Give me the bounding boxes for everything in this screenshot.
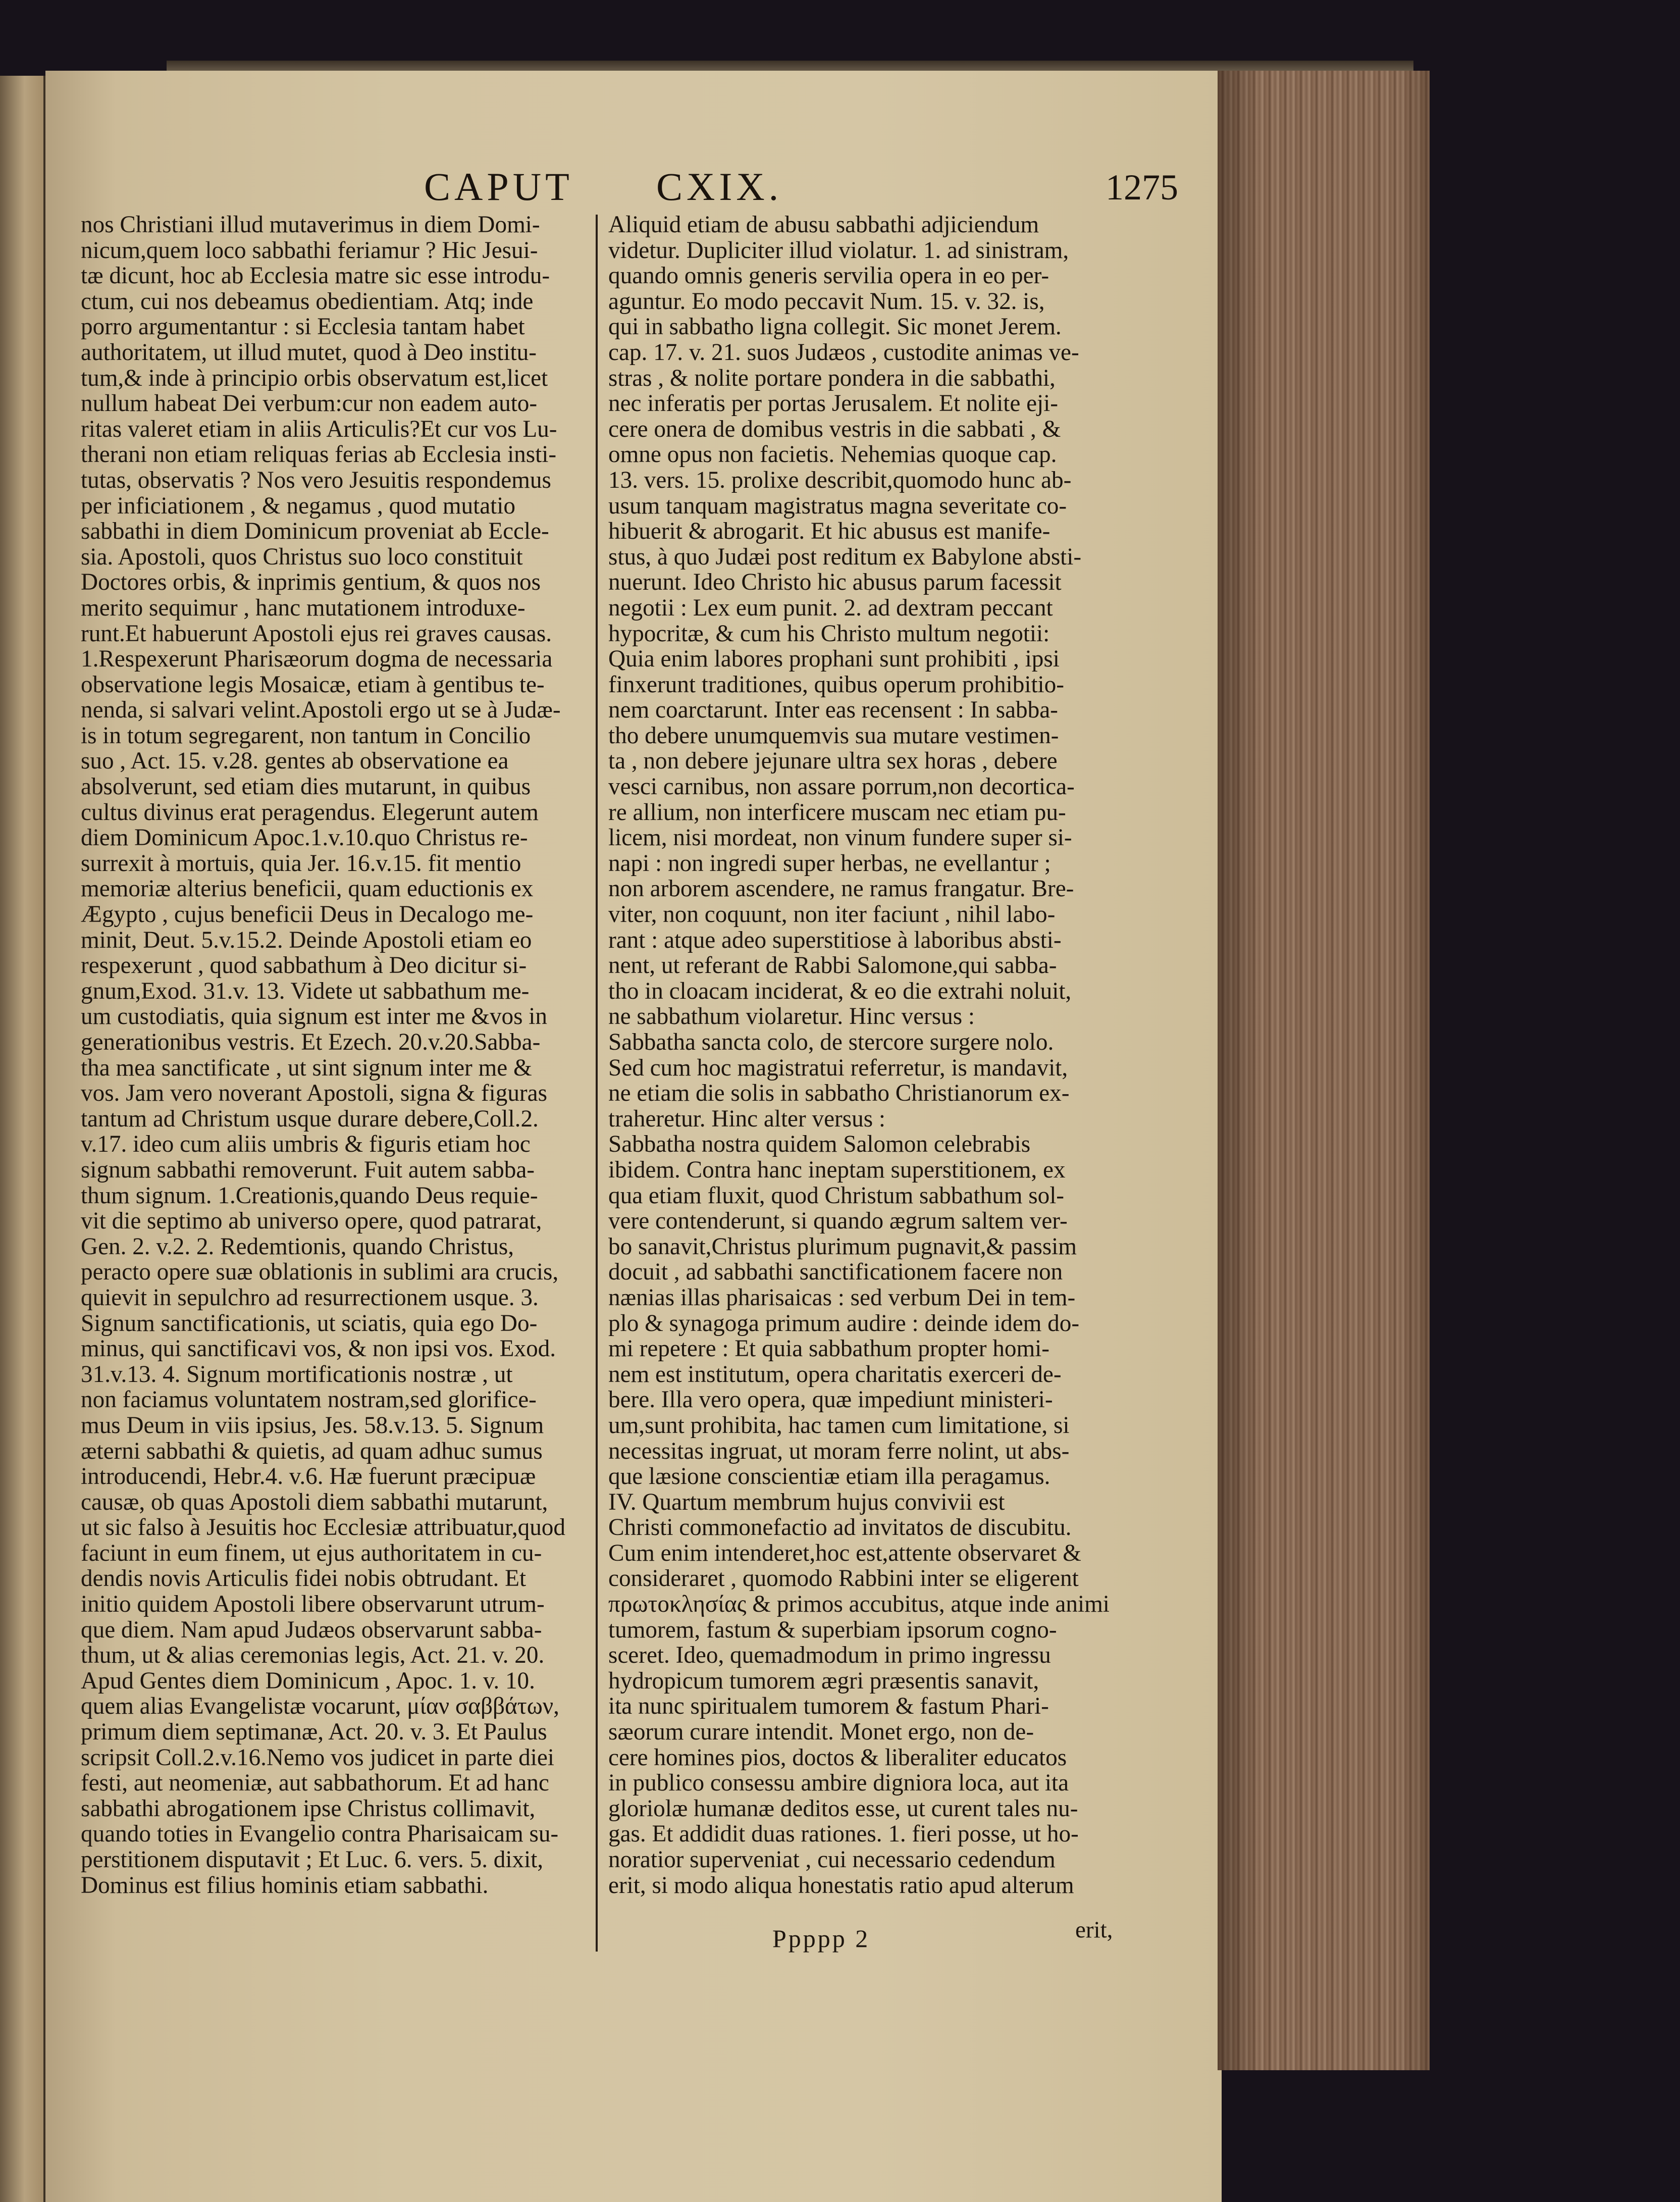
text-line: thum signum. 1.Creationis,quando Deus requie- <box>81 1182 538 1209</box>
text-line: tutas, observatis ? Nos vero Jesuitis respondemus <box>81 467 551 493</box>
text-line: nullum habeat Dei verbum:cur non eadem auto- <box>81 390 538 417</box>
header-chapter: CXIX. <box>656 165 783 209</box>
text-line: diem Dominicum Apoc.1.v.10.quo Christus re- <box>81 825 528 851</box>
text-line: aguntur. Eo modo peccavit Num. 15. v. 32. is, <box>608 288 1045 315</box>
text-line: finxerunt traditiones, quibus operum prohibitio- <box>608 671 1064 698</box>
text-line: respexerunt , quod sabbathum à Deo dicitur si- <box>81 952 527 979</box>
facing-page-edge <box>0 76 44 2202</box>
text-line: sceret. Ideo, quemadmodum in primo ingressu <box>608 1642 1051 1669</box>
text-line: um,sunt prohibita, hac tamen cum limitatione, si <box>608 1412 1070 1439</box>
text-line: plo & synagoga primum audire : deinde idem do- <box>608 1310 1080 1337</box>
text-line: 31.v.13. 4. Signum mortificationis nostræ , ut <box>81 1361 513 1388</box>
text-line: tho debere unumquemvis sua mutare vestimen- <box>608 722 1059 749</box>
text-line: mus Deum in viis ipsius, Jes. 58.v.13. 5. Signum <box>81 1412 544 1439</box>
text-line: cere homines pios, doctos & liberaliter educatos <box>608 1744 1067 1771</box>
fore-edge-shade <box>1218 71 1430 2070</box>
text-line: authoritatem, ut illud mutet, quod à Deo institu- <box>81 339 537 366</box>
text-line: gnum,Exod. 31.v. 13. Videte ut sabbathum me- <box>81 978 530 1004</box>
text-line: ita nunc spiritualem tumorem & fastum Phari- <box>608 1693 1049 1720</box>
text-line: porro argumentantur : si Ecclesia tantam habet <box>81 314 525 340</box>
text-line: æterni sabbathi & quietis, ad quam adhuc sumus <box>81 1438 543 1464</box>
text-line: tantum ad Christum usque durare debere,Coll.2. <box>81 1105 539 1132</box>
text-line: ut sic falso à Jesuitis hoc Ecclesiæ attribuatur,quod <box>81 1514 565 1541</box>
text-line: erit, si modo aliqua honestatis ratio apud alterum <box>608 1872 1074 1899</box>
text-line: observatione legis Mosaicæ, etiam à gentibus te- <box>81 671 545 698</box>
text-line: causæ, ob quas Apostoli diem sabbathi mutarunt, <box>81 1489 548 1515</box>
text-line: ibidem. Contra hanc ineptam superstitionem, ex <box>608 1156 1066 1183</box>
text-line: ritas valeret etiam in aliis Articulis?Et cur vos Lu- <box>81 416 557 442</box>
text-line: Cum enim intenderet,hoc est,attente observaret & <box>608 1540 1081 1566</box>
text-line: stus, à quo Judæi post reditum ex Babylone absti- <box>608 543 1082 570</box>
right-text-column <box>608 212 1117 1898</box>
text-line: rant : atque adeo superstitiose à laboribus absti- <box>608 927 1062 953</box>
text-line: perstitionem disputavit ; Et Luc. 6. vers. 5. dixit, <box>81 1847 544 1873</box>
text-line: noratior superveniat , cui necessario cedendum <box>608 1847 1056 1873</box>
text-line: Sed cum hoc magistratui referretur, is mandavit, <box>608 1054 1068 1081</box>
text-line: quievit in sepulchro ad resurrectionem usque. 3. <box>81 1284 539 1311</box>
text-line: hydropicum tumorem ægri præsentis sanavit, <box>608 1667 1039 1694</box>
text-line: sæorum curare intendit. Monet ergo, non de- <box>608 1719 1034 1746</box>
text-line: Aliquid etiam de abusu sabbathi adjiciendum <box>608 212 1039 238</box>
text-line: Doctores orbis, & inprimis gentium, & quos nos <box>81 569 541 596</box>
text-line: surrexit à mortuis, quia Jer. 16.v.15. fit mentio <box>81 850 521 877</box>
text-line: nem coarctarunt. Inter eas recensent : In sabba- <box>608 697 1058 724</box>
text-line: 13. vers. 15. prolixe describit,quomodo hunc ab- <box>608 467 1072 493</box>
text-line: cap. 17. v. 21. suos Judæos , custodite animas ve- <box>608 339 1079 366</box>
text-line: omne opus non facietis. Nehemias quoque cap. <box>608 441 1057 468</box>
text-line: introducendi, Hebr.4. v.6. Hæ fuerunt præcipuæ <box>81 1463 536 1490</box>
column-divider <box>596 215 598 1952</box>
text-line: non faciamus voluntatem nostram,sed glorifice- <box>81 1387 537 1413</box>
text-line: ne etiam die solis in sabbatho Christianorum ex- <box>608 1080 1070 1107</box>
text-line: gloriolæ humanæ deditos esse, ut curent tales nu- <box>608 1795 1078 1822</box>
text-line: signum sabbathi removerunt. Fuit autem sabba- <box>81 1156 535 1183</box>
text-line: Christi commonefactio ad invitatos de discubitu. <box>608 1514 1072 1541</box>
text-line: negotii : Lex eum punit. 2. ad dextram peccant <box>608 594 1053 621</box>
text-line: usum tanquam magistratus magna severitate co- <box>608 492 1067 519</box>
text-line: Quia enim labores prophani sunt prohibiti , ipsi <box>608 646 1060 673</box>
text-line: minus, qui sanctificavi vos, & non ipsi vos. Exod. <box>81 1336 556 1362</box>
text-line: Ægypto , cujus beneficii Deus in Decalogo me- <box>81 901 534 928</box>
text-line: is in totum segregarent, non tantum in Concilio <box>81 722 531 749</box>
text-line: docuit , ad sabbathi sanctificationem facere non <box>608 1259 1063 1286</box>
text-line: tha mea sanctificate , ut sint signum inter me & <box>81 1054 532 1081</box>
text-line: nenda, si salvari velint.Apostoli ergo ut se à Judæ- <box>81 697 561 724</box>
text-line: napi : non ingredi super herbas, ne evellantur ; <box>608 850 1051 877</box>
text-line: hibuerit & abrogarit. Et hic abusus est manife- <box>608 518 1051 545</box>
text-line: scripsit Coll.2.v.16.Nemo vos judicet in parte diei <box>81 1744 554 1771</box>
text-line: quem alias Evangelistæ vocarunt, μίαν σαββάτων, <box>81 1693 559 1720</box>
text-line: tæ dicunt, hoc ab Ecclesia matre sic esse introdu- <box>81 263 550 289</box>
text-line: Sabbatha nostra quidem Salomon celebrabis <box>608 1131 1031 1158</box>
text-line: vit die septimo ab universo opere, quod patrarat, <box>81 1208 542 1235</box>
text-line: vesci carnibus, non assare porrum,non decortica- <box>608 774 1075 800</box>
text-line: Dominus est filius hominis etiam sabbathi. <box>81 1872 489 1899</box>
text-line: nent, ut referant de Rabbi Salomone,qui sabba- <box>608 952 1057 979</box>
left-text-column <box>81 212 583 1898</box>
text-line: IV. Quartum membrum hujus convivii est <box>608 1489 1005 1515</box>
text-line: πρωτοκλησίας & primos accubitus, atque inde animi <box>608 1591 1110 1618</box>
text-line: non arborem ascendere, ne ramus frangatur. Bre- <box>608 876 1074 902</box>
text-line: tumorem, fastum & superbiam ipsorum cogno- <box>608 1616 1057 1643</box>
text-line: tho in cloacam inciderat, & eo die extrahi noluit, <box>608 978 1072 1004</box>
text-line: memoriæ alterius beneficii, quam eductionis ex <box>81 876 534 902</box>
text-line: mi repetere : Et quia sabbathum propter homi- <box>608 1336 1050 1362</box>
text-line: cultus divinus erat peragendus. Elegerunt autem <box>81 799 539 826</box>
signature-mark: Ppppp 2 <box>772 1924 870 1953</box>
text-line: vos. Jam vero noverant Apostoli, signa & figuras <box>81 1080 547 1107</box>
text-line: ta , non debere jejunare ultra sex horas , debere <box>608 748 1058 775</box>
text-line: suo , Act. 15. v.28. gentes ab observatione ea <box>81 748 509 775</box>
text-line: que læsione conscientiæ etiam illa peragamus. <box>608 1463 1051 1490</box>
text-line: Gen. 2. v.2. 2. Redemtionis, quando Christus, <box>81 1233 514 1260</box>
page-number: 1275 <box>1106 167 1178 208</box>
text-line: runt.Et habuerunt Apostoli ejus rei graves causas. <box>81 620 552 647</box>
text-line: sabbathi abrogationem ipse Christus collimavit, <box>81 1795 536 1822</box>
text-line: therani non etiam reliquas ferias ab Ecclesia insti- <box>81 441 557 468</box>
text-line: primum diem septimanæ, Act. 20. v. 3. Et Paulus <box>81 1719 547 1746</box>
text-line: nec inferatis per portas Jerusalem. Et nolite eji- <box>608 390 1058 417</box>
text-line: bo sanavit,Christus plurimum pugnavit,& passim <box>608 1233 1077 1260</box>
text-line: merito sequimur , hanc mutationem introduxe- <box>81 594 526 621</box>
text-line: absolverunt, sed etiam dies mutarunt, in quibus <box>81 774 531 800</box>
text-line: videtur. Dupliciter illud violatur. 1. ad sinistram, <box>608 237 1069 264</box>
text-line: dendis novis Articulis fidei nobis obtrudant. Et <box>81 1565 527 1592</box>
text-line: viter, non coquunt, non iter faciunt , nihil labo- <box>608 901 1056 928</box>
text-line: nem est institutum, opera charitatis exerceri de- <box>608 1361 1062 1388</box>
text-line: ctum, cui nos debeamus obedientiam. Atq; inde <box>81 288 534 315</box>
text-line: faciunt in eum finem, ut ejus authoritatem in cu- <box>81 1540 542 1566</box>
text-line: cere onera de domibus vestris in die sabbati , & <box>608 416 1061 442</box>
header-caput: CAPUT <box>424 165 573 209</box>
text-line: um custodiatis, quia signum est inter me &vos in <box>81 1003 548 1030</box>
text-line: Sabbatha sancta colo, de stercore surgere nolo. <box>608 1029 1054 1055</box>
text-line: stras , & nolite portare pondera in die sabbathi, <box>608 365 1056 391</box>
text-line: thum, ut & alias ceremonias legis, Act. 21. v. 20. <box>81 1642 545 1669</box>
text-line: tum,& inde à principio orbis observatum est,licet <box>81 365 548 391</box>
text-line: peracto opere suæ oblationis in sublimi ara crucis, <box>81 1259 559 1286</box>
text-line: re allium, non interficere muscam nec etiam pu- <box>608 799 1066 826</box>
catchword: erit, <box>1075 1917 1113 1943</box>
text-line: qua etiam fluxit, quod Christum sabbathum sol- <box>608 1182 1065 1209</box>
text-line: sabbathi in diem Dominicum proveniat ab Eccle- <box>81 518 549 545</box>
text-line: nuerunt. Ideo Christo hic abusus parum facessit <box>608 569 1062 596</box>
text-line: vere contenderunt, si quando ægrum saltem ver- <box>608 1208 1068 1235</box>
text-line: nicum,quem loco sabbathi feriamur ? Hic Jesui- <box>81 237 538 264</box>
text-line: nænias illas pharisaicas : sed verbum Dei in tem- <box>608 1284 1076 1311</box>
text-line: minit, Deut. 5.v.15.2. Deinde Apostoli etiam eo <box>81 927 532 953</box>
text-line: bere. Illa vero opera, quæ impediunt ministeri- <box>608 1387 1053 1413</box>
text-line: qui in sabbatho ligna collegit. Sic monet Jerem. <box>608 314 1062 340</box>
text-line: festi, aut neomeniæ, aut sabbathorum. Et ad hanc <box>81 1770 549 1797</box>
text-line: initio quidem Apostoli libere observarunt utrum- <box>81 1591 545 1618</box>
text-line: nos Christiani illud mutaverimus in diem Domi- <box>81 212 540 238</box>
text-line: sia. Apostoli, quos Christus suo loco constituit <box>81 543 523 570</box>
text-line: Signum sanctificationis, ut sciatis, quia ego Do- <box>81 1310 538 1337</box>
text-line: in publico consessu ambire digniora loca, aut ita <box>608 1770 1069 1797</box>
text-line: gas. Et addidit duas rationes. 1. fieri posse, ut ho- <box>608 1821 1079 1848</box>
text-line: necessitas ingruat, ut moram ferre nolint, ut abs- <box>608 1438 1070 1464</box>
text-line: per inficiationem , & negamus , quod mutatio <box>81 492 515 519</box>
text-line: traheretur. Hinc alter versus : <box>608 1105 885 1132</box>
text-line: licem, nisi mordeat, non vinum fundere super si- <box>608 825 1072 851</box>
text-line: quando toties in Evangelio contra Pharisaicam su- <box>81 1821 559 1848</box>
text-line: ne sabbathum violaretur. Hinc versus : <box>608 1003 975 1030</box>
text-line: consideraret , quomodo Rabbini inter se eligerent <box>608 1565 1079 1592</box>
text-line: quando omnis generis servilia opera in eo per- <box>608 263 1049 289</box>
text-line: 1.Respexerunt Pharisæorum dogma de necessaria <box>81 646 553 673</box>
text-line: que diem. Nam apud Judæos observarunt sabba- <box>81 1616 542 1643</box>
text-line: v.17. ideo cum aliis umbris & figuris etiam hoc <box>81 1131 531 1158</box>
text-line: hypocritæ, & cum his Christo multum negotii: <box>608 620 1050 647</box>
text-line: Apud Gentes diem Dominicum , Apoc. 1. v. 10. <box>81 1667 535 1694</box>
text-line: generationibus vestris. Et Ezech. 20.v.20.Sabba- <box>81 1029 541 1055</box>
